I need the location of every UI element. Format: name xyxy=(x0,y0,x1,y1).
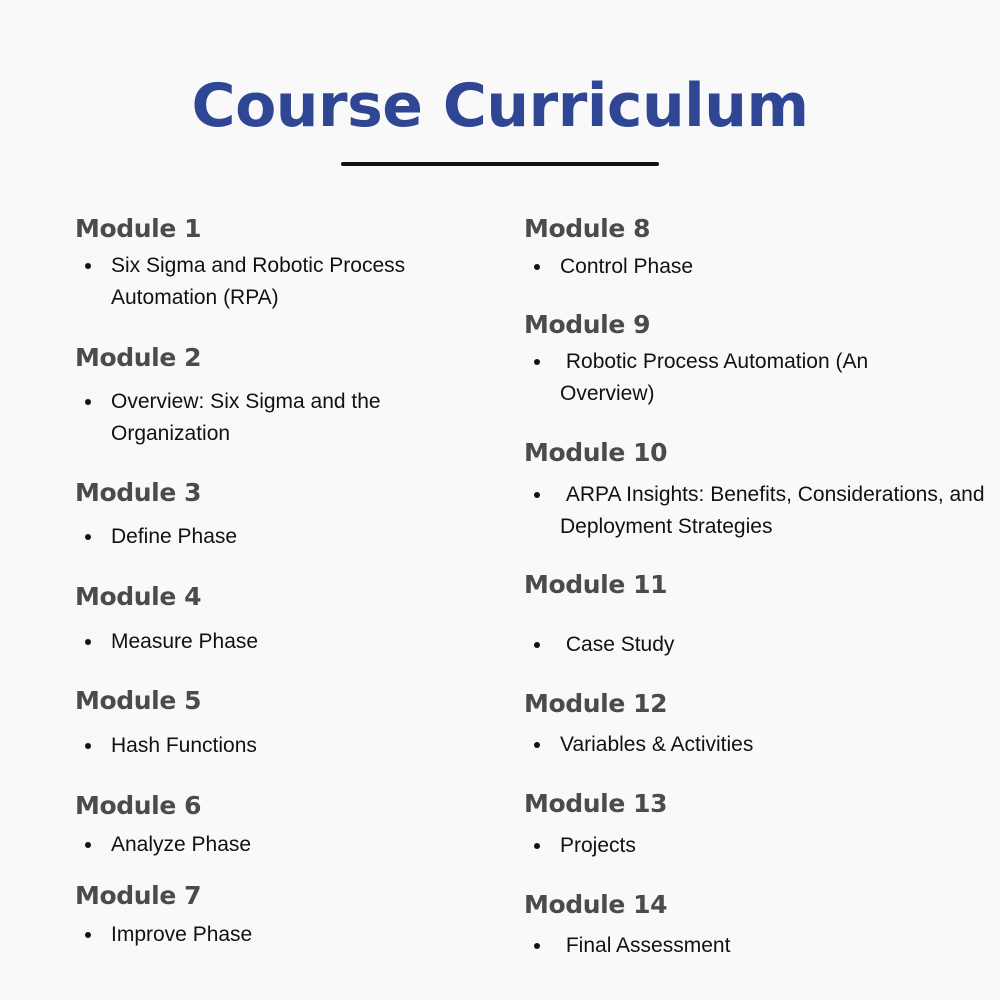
bullet-icon xyxy=(534,359,540,365)
bullet-icon xyxy=(85,639,91,645)
module-topic: Six Sigma and Robotic Process Automation (RPA) xyxy=(111,254,406,309)
module-topic: Define Phase xyxy=(111,525,238,548)
module-topic: Measure Phase xyxy=(111,630,259,653)
title-underline xyxy=(341,162,659,166)
module-heading: Module 9 xyxy=(524,310,651,339)
bullet-icon xyxy=(534,742,540,748)
module-topic: Case Study xyxy=(560,633,675,656)
module-heading: Module 12 xyxy=(524,689,668,718)
module-topic: Control Phase xyxy=(560,255,694,278)
module-heading: Module 1 xyxy=(75,214,202,243)
module-topic: Variables & Activities xyxy=(560,733,754,756)
bullet-icon xyxy=(85,263,91,269)
module-heading: Module 7 xyxy=(75,881,202,910)
bullet-icon xyxy=(85,743,91,749)
module-topic: ARPA Insights: Benefits, Considerations, and Deployment Strategies xyxy=(560,483,991,538)
bullet-icon xyxy=(534,943,540,949)
bullet-icon xyxy=(85,399,91,405)
bullet-icon xyxy=(534,642,540,648)
module-topic: Final Assessment xyxy=(560,934,731,957)
module-topic: Hash Functions xyxy=(111,734,257,757)
bullet-icon xyxy=(534,264,540,270)
module-topic: Robotic Process Automation (An Overview) xyxy=(560,350,875,405)
page-title: Course Curriculum xyxy=(191,71,809,141)
module-heading: Module 2 xyxy=(75,343,202,372)
bullet-icon xyxy=(85,932,91,938)
module-heading: Module 14 xyxy=(524,890,668,919)
bullet-icon xyxy=(534,843,540,849)
bullet-icon xyxy=(85,842,91,848)
module-heading: Module 4 xyxy=(75,582,202,611)
module-heading: Module 13 xyxy=(524,789,668,818)
module-heading: Module 10 xyxy=(524,438,668,467)
bullet-icon xyxy=(85,534,91,540)
module-heading: Module 5 xyxy=(75,686,202,715)
module-heading: Module 8 xyxy=(524,214,651,243)
module-heading: Module 6 xyxy=(75,791,202,820)
module-topic: Projects xyxy=(560,834,636,857)
module-topic: Improve Phase xyxy=(111,923,253,946)
module-topic: Overview: Six Sigma and the Organization xyxy=(111,390,381,445)
module-heading: Module 11 xyxy=(524,570,668,599)
bullet-icon xyxy=(534,492,540,498)
module-heading: Module 3 xyxy=(75,478,202,507)
module-topic: Analyze Phase xyxy=(111,833,252,856)
